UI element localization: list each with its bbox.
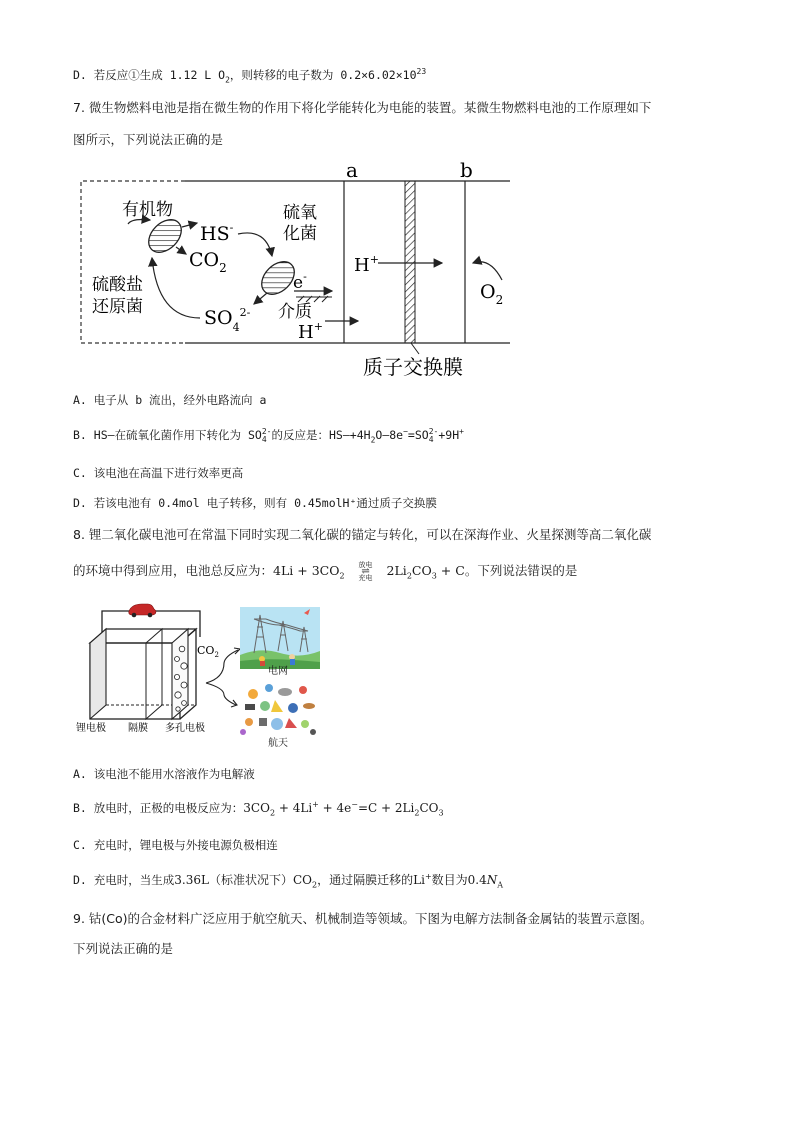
arrow-to-space: [206, 683, 236, 705]
porous-electrode-label: 多孔电极: [165, 723, 205, 734]
q8-option-b: B. 放电时，正极的电极反应为：$3CO_2 + 4Li^+ + 4e^-=C + 2Li_2CO_3$: [73, 800, 444, 818]
medium-label: 介质: [278, 302, 312, 322]
q8-option-d: D. 充电时，当生成3.36L（标准状况下）$CO_2$，通过隔膜迁移的Li+数目为$0.4N_A$: [73, 872, 504, 890]
car-load-icon: [129, 604, 156, 617]
q7-option-c: C. 该电池在高温下进行效率更高: [73, 466, 244, 480]
q8-stem-line2: 的环境中得到应用，电池总反应为：$4Li + 3CO_2$ 放电 ⇌ 充电 $2Li_2CO_3 + C$。下列说法错误的是: [73, 561, 578, 582]
space-illustration: [237, 680, 319, 738]
co2-label: $CO_2$: [189, 249, 227, 275]
q9-stem-line2: 下列说法正确的是: [73, 941, 174, 956]
proton-exchange-membrane: [405, 181, 415, 343]
q7-stem-line1: 7. 微生物燃料电池是指在微生物的作用下将化学能转化为电能的装置。某微生物燃料电池的工作原理如下: [73, 100, 652, 115]
so4-label: $SO_4^{2-}$: [204, 306, 251, 334]
sulfate-reducing-label-2: 还原菌: [92, 297, 143, 317]
hs-arrow: [182, 223, 197, 227]
co2-arrow: [176, 247, 186, 254]
q9-stem-line1: 9. 钴(Co)的合金材料广泛应用于航空航天、机械制造等领域。下图为电解方法制备金属钴的装置示意图。: [73, 911, 653, 926]
q6-option-d-sub: 2: [225, 75, 230, 85]
q8-option-a: A. 该电池不能用水溶液作为电解液: [73, 767, 255, 781]
reversible-arrow: 放电 ⇌ 充电: [358, 561, 373, 582]
organic-label: 有机物: [122, 200, 173, 220]
h-plus-middle-label: H+: [354, 253, 379, 276]
q8-stem-line1: 8. 锂二氧化碳电池可在常温下同时实现二氧化碳的锚定与转化，可以在深海作业、火星探测等高二氧化碳: [73, 527, 652, 542]
q6-option-d-text: D. 若反应①生成 1.12 L O: [73, 68, 226, 82]
so4-arrow: [254, 293, 267, 304]
label-b: b: [460, 160, 473, 182]
space-label: 航天: [268, 738, 288, 749]
q6-option-d-text2: ，则转移的电子数为 0.2×6.02×10: [229, 68, 417, 82]
h-plus-bottom-label: H+: [298, 320, 323, 343]
o2-label: $O_2$: [480, 281, 504, 307]
membrane-pointer: [411, 343, 419, 354]
q6-option-d-sup: 23: [416, 67, 427, 77]
q8-option-c: C. 充电时，锂电极与外接电源负极相连: [73, 838, 278, 852]
grid-label: 电网: [268, 666, 288, 677]
q7-stem-line2: 图所示，下列说法正确的是: [73, 132, 224, 147]
q7-option-d: D. 若该电池有 0.4mol 电子转移，则有 0.45molH⁺通过质子交换膜: [73, 496, 437, 510]
q7-fuel-cell-diagram: [70, 160, 520, 382]
co2-label: $CO_2$: [197, 644, 219, 659]
porous-electrode: [172, 629, 188, 719]
organic-arrow: [128, 220, 150, 225]
sulfur-oxidizing-label-1: 硫氧: [283, 203, 317, 223]
lithium-electrode: [90, 629, 106, 719]
q7-option-b: B. HS—在硫氧化菌作用下转化为 SO 2- 4 的反应是：$HS—+4H_2O—8e^-=SO$ 2- 4 +9H+: [73, 426, 464, 445]
lithium-electrode-label: 锂电极: [76, 723, 106, 734]
electron-label: e-: [293, 270, 307, 293]
q6-option-d: [73, 66, 426, 84]
power-grid-illustration: [240, 607, 320, 669]
separator-label: 隔膜: [128, 723, 148, 734]
hs-to-sob-arrow: [238, 233, 272, 256]
q7-option-a: A. 电子从 b 流出，经外电路流向 a: [73, 393, 267, 407]
q8-equation: $4Li + 3CO_2$ 放电 ⇌ 充电 $2Li_2CO_3 + C$: [273, 561, 465, 582]
label-a: a: [346, 160, 358, 182]
hs-label: HS-: [200, 221, 234, 245]
sulfur-oxidizing-label-2: 化菌: [283, 224, 317, 244]
o2-arrow: [473, 262, 502, 280]
sulfate-reducing-label-1: 硫酸盐: [92, 275, 143, 295]
membrane-label: 质子交换膜: [363, 355, 463, 379]
